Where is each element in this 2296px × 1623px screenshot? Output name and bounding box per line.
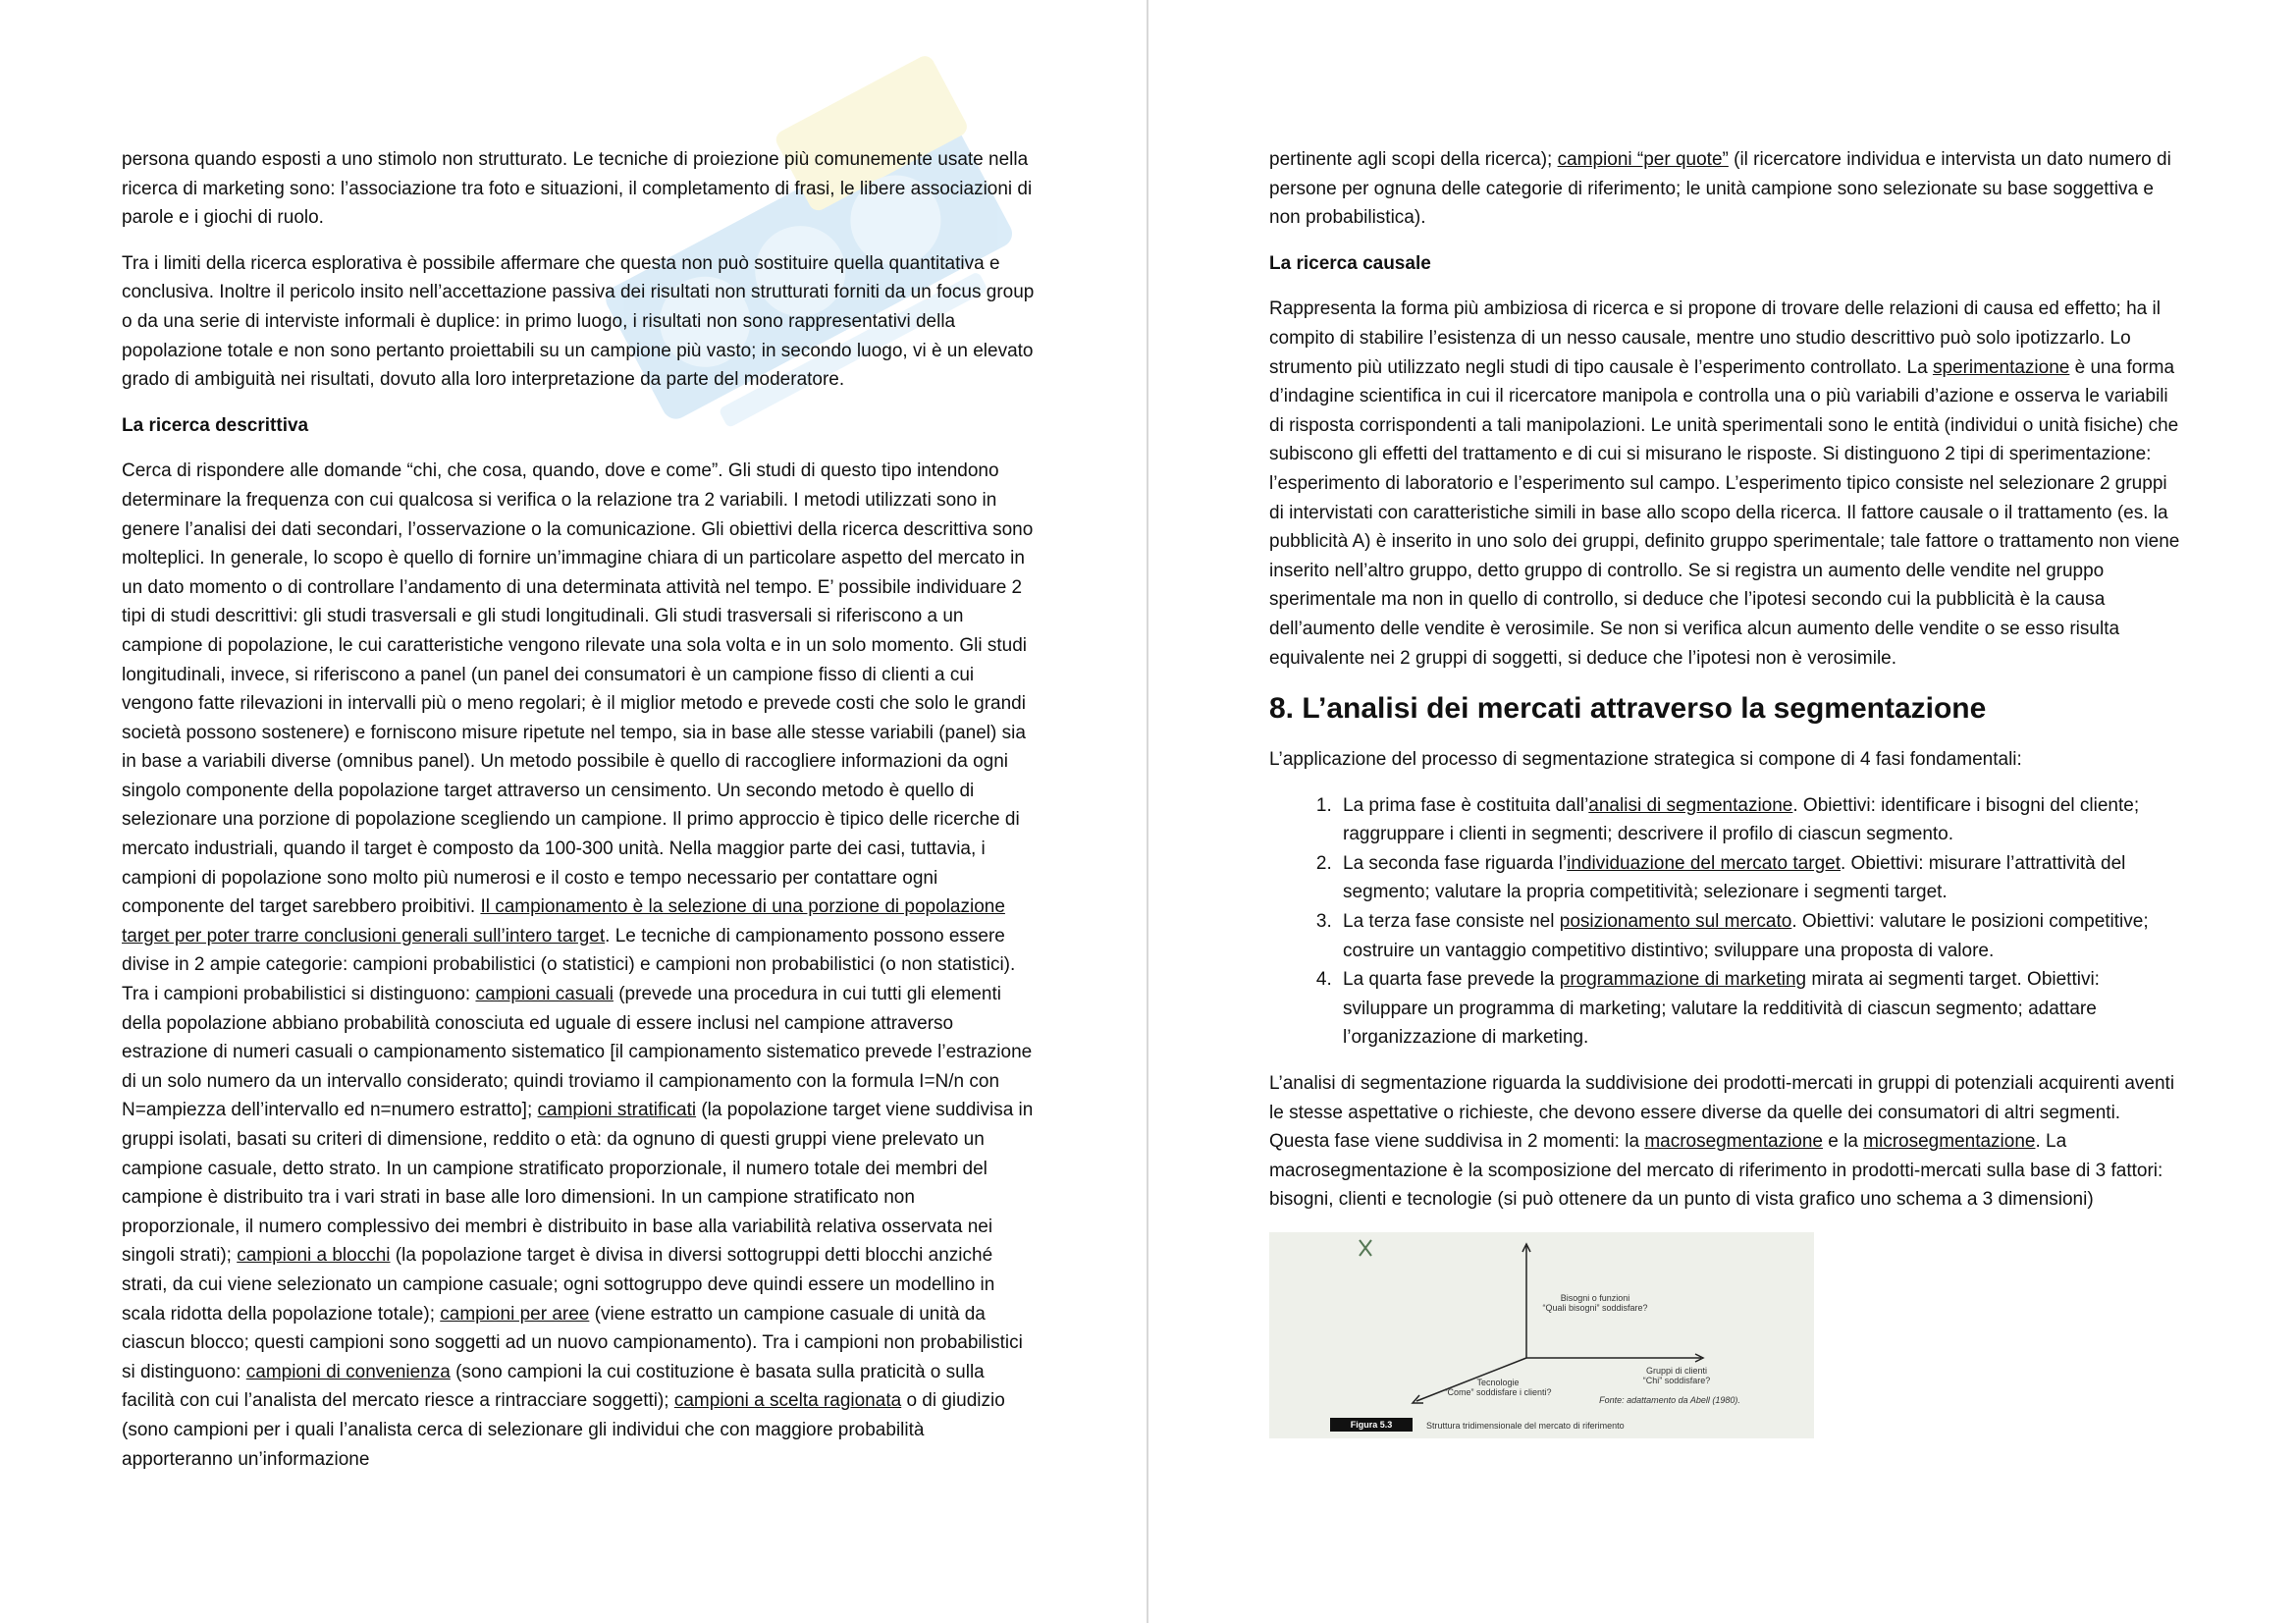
paragraph: persona quando esposti a uno stimolo non strutturato. Le tecniche di proiezione più comunemente usate nella ricerca di marketing sono: l’associazione tra foto e situazioni, il completamento di frasi, le libere associazioni di parole e i giochi di ruolo. — [122, 149, 1033, 229]
subheading-ricerca-descrittiva: La ricerca descrittiva — [122, 414, 309, 436]
paragraph: Tra i limiti della ricerca esplorativa è possibile affermare che questa non può sostituire quella quantitativa e conclusiva. Inoltre il pericolo insito nell’accettazione passiva dei risultati non strutturati forniti da un focus group o da una serie di interviste informali è duplice: in primo luogo, i risultati non sono rappresentativi della popolazione totale e non sono pertanto proiettabili su un campione più vasto; in secondo luogo, vi è un elevato grado di ambiguità nei risultati, dovuto alla loro interpretazione da parte del moderatore. — [122, 252, 1035, 391]
paragraph: L’analisi di segmentazione riguarda la suddivisione dei prodotti-mercati in gruppi di potenziali acquirenti aventi le stesse aspettative o richieste, che devono essere diverse da quelle dei consumatori di altri segmenti. Questa fase viene suddivisa in 2 momenti: la macrosegmentazione e la microsegmentazione. La macrosegmentazione è la scomposizione del mercato di riferimento in prodotti-mercati sulla base di 3 fattori: bisogni, clienti e tecnologie (si può ottenere da un punto di vista grafico uno schema a 3 dimensioni) — [1269, 1073, 2175, 1211]
list-item: 3. La terza fase consiste nel posizionamento sul mercato. Obiettivi: valutare le posizioni competitive; costruire un vantaggio competitivo distintivo; sviluppare una proposta di valore. — [1337, 907, 2184, 965]
underlined-term: campioni “per quote” — [1557, 149, 1729, 170]
right-column — [1269, 145, 2184, 1438]
underlined-term: campioni casuali — [475, 984, 614, 1005]
axis-label-tecnologie: Tecnologie “Come” soddisfare i clienti? — [1444, 1378, 1552, 1397]
underlined-term: campioni a blocchi — [237, 1245, 391, 1267]
paragraph: pertinente agli scopi della ricerca); campioni “per quote” (il ricercatore individua e intervista un dato numero di persone per ognuna delle categorie di riferimento; le unità campione sono selezionate su base soggettiva e non probabilistica). — [1269, 149, 2171, 229]
right-page — [1149, 0, 2296, 1623]
figure-tag: Figura 5.3 — [1350, 1420, 1393, 1430]
underlined-term: Il campionamento è la selezione di una porzione di popolazione target per poter trarre conclusioni generali sull’intero target — [122, 896, 1005, 947]
underlined-term: sperimentazione — [1932, 356, 2070, 378]
list-item: 1. La prima fase è costituita dall’analisi di segmentazione. Obiettivi: identificare i bisogni del cliente; raggruppare i clienti in segmenti; descrivere il profilo di ciascun segmento. — [1337, 791, 2184, 849]
list-item: 2. La seconda fase riguarda l’individuazione del mercato target. Obiettivi: misurare l’attrattività del segmento; valutare la propria competitività; selezionare i segmenti target. — [1337, 849, 2184, 907]
underlined-term: microsegmentazione — [1863, 1131, 2036, 1153]
axis-label-bisogni: Bisogni o funzioni “Quali bisogni” soddisfare? — [1542, 1293, 1648, 1313]
underlined-term: campioni di convenienza — [245, 1361, 451, 1382]
underlined-term: campioni stratificati — [537, 1100, 697, 1121]
paragraph-ricerca-causale: Rappresenta la forma più ambiziosa di ricerca e si propone di trovare delle relazioni di causa ed effetto; ha il compito di stabilire l’esistenza di un nesso causale, mentre uno studio descrittivo può solo ipotizzarlo. Lo strumento più utilizzato negli studi di tipo causale è l’esperimento controllato. La sperimentazione è una forma d’indagine scientifica in cui il ricercatore manipola e controlla una o più variabili d’azione e osserva le variabili di risposta corrispondenti a tali manipolazioni. Le unità sperimentali sono le entità (individui o unità fisiche) che subiscono gli effetti del trattamento e di cui si misurano le risposte. Si distinguono 2 tipi di sperimentazione: l’esperimento di laboratorio e l’esperimento sul campo. L’esperimento tipico consiste nel selezionare 2 gruppi di intervistati con caratteristiche simili in base allo scopo della ricerca. Il fattore causale o il trattamento (es. la pubblicità A) è inserito in uno solo dei gruppi, definito gruppo sperimentale; tale fattore o trattamento non viene inserito nell’altro gruppo, detto gruppo di controllo. Se si registra un aumento delle vendite nel gruppo sperimentale ma non in quello di controllo, si deduce che l’ipotesi secondo cui la pubblicità è la causa dell’aumento delle vendite è verosimile. Se non si verifica alcun aumento delle vendite o se esso risulta equivalente nei 2 gruppi di soggetti, si deduce che l’ipotesi non è verosimile. — [1269, 298, 2180, 669]
figure-source: Fonte: adattamento da Abell (1980). — [1599, 1395, 1740, 1405]
underlined-term: campioni per aree — [440, 1303, 590, 1325]
figure-caption: Struttura tridimensionale del mercato di riferimento — [1426, 1421, 1625, 1431]
left-column — [122, 145, 1035, 1490]
figure-axes — [1269, 1232, 1814, 1438]
underlined-term: macrosegmentazione — [1644, 1131, 1823, 1153]
list-item: 4. La quarta fase prevede la programmazione di marketing mirata ai segmenti target. Obiettivi: sviluppare un programma di marketing; valutare la redditività di ciascun segmento; adattare l’organizzazione di marketing. — [1337, 965, 2184, 1053]
intro-paragraph: L’applicazione del processo di segmentazione strategica si compone di 4 fasi fondamentali: — [1269, 749, 2022, 771]
phases-list — [1269, 791, 2184, 1053]
paragraph-ricerca-descrittiva: Cerca di rispondere alle domande “chi, che cosa, quando, dove e come”. Gli studi di questo tipo intendono determinare la frequenza con cui qualcosa si verifica o la relazione tra 2 variabili. I metodi utilizzati sono in genere l’analisi dei dati secondari, l’osservazione o la comunicazione. Gli obiettivi della ricerca descrittiva sono molteplici. In generale, lo scopo è quello di fornire un’immagine chiara di un particolare aspetto del mercato in un dato momento o di controllare l’andamento di una determinata attività nel tempo. E’ possibile individuare 2 tipi di studi descrittivi: gli studi trasversali e gli studi longitudinali. Gli studi trasversali si riferiscono a un campione di popolazione, le cui caratteristiche vengono rilevate una sola volta e in un solo momento. Gli studi longitudinali, invece, si riferiscono a panel (un panel dei consumatori è un campione fisso di clienti a cui vengono fatte rilevazioni in intervalli più o meno regolari; è il miglior metodo e prevede costi che solo le grandi società possono sostenere) e forniscono misure ripetute nel tempo, sia in base alle stesse variabili (panel) sia in base a variabili diverse (omnibus panel). Un metodo possibile è quello di raccogliere informazioni da ogni singolo componente della popolazione target attraverso un censimento. Un secondo metodo è quello di selezionare una porzione di popolazione scegliendo un campione. Il primo approccio è tipico delle ricerche di mercato industriali, quando il target è composto da 100-300 unità. Nella maggior parte dei casi, tuttavia, i campioni di popolazione sono molto più numerosi e il costo e tempo necessario per contattare ogni componente del target sarebbero proibitivi. Il campionamento è la selezione di una porzione di popolazione target per poter trarre conclusioni generali sull’intero target. Le tecniche di campionamento possono essere divise in 2 ampie categorie: campioni probabilistici (o statistici) e campioni non probabilistici (o non statistici). Tra i campioni probabilistici si distinguono: campioni casuali (prevede una procedura in cui tutti gli elementi della popolazione abbiano probabilità conosciuta ed uguale di essere inclusi nel campione attraverso estrazione di numeri casuali o campionamento sistematico [il campionamento sistematico prevede l’estrazione di un solo numero da un intervallo considerato; quindi troviamo il campionamento con la formula I=N/n con N=ampiezza dell’intervallo ed n=numero estratto]; campioni stratificati (la popolazione target viene suddivisa in gruppi isolati, basati su criteri di dimensione, reddito o età: da ognuno di questi gruppi viene prelevato un campione casuale, detto strato. In un campione stratificato proporzionale, il numero totale dei membri del campione è distribuito tra i vari strati in base alle loro dimensioni. In un campione stratificato non proporzionale, il numero complessivo dei membri è distribuito in base alla variabilità relativa osservata nei singoli strati); campioni a blocchi (la popolazione target è divisa in diversi sottogruppi detti blocchi anziché strati, da cui viene selezionato un campione casuale; ogni sottogruppo deve quindi essere un modellino in scala ridotta della popolazione totale); campioni per aree (viene estratto un campione casuale di unità da ciascun blocco; questi campioni sono soggetti ad un nuovo campionamento). Tra i campioni non probabilistici si distinguono: campioni di convenienza (sono campioni la cui costituzione è basata sulla praticità o sulla facilità con cui l’analista del mercato riesce a rintracciare soggetti); campioni a scelta ragionata o di giudizio (sono campioni per i quali l’analista cerca di selezionare gli individui che con maggiore probabilità apporteranno un’informazione — [122, 460, 1034, 1470]
underlined-term: campioni a scelta ragionata — [673, 1390, 902, 1412]
figure-3d-market-structure — [1269, 1232, 1814, 1438]
axis-label-clienti: Gruppi di clienti “Chi” soddisfare? — [1642, 1366, 1711, 1385]
subheading-ricerca-causale: La ricerca causale — [1269, 252, 1431, 274]
section-title: 8. L’analisi dei mercati attraverso la segmentazione — [1269, 692, 1987, 726]
handwritten-x-mark — [1360, 1240, 1371, 1256]
